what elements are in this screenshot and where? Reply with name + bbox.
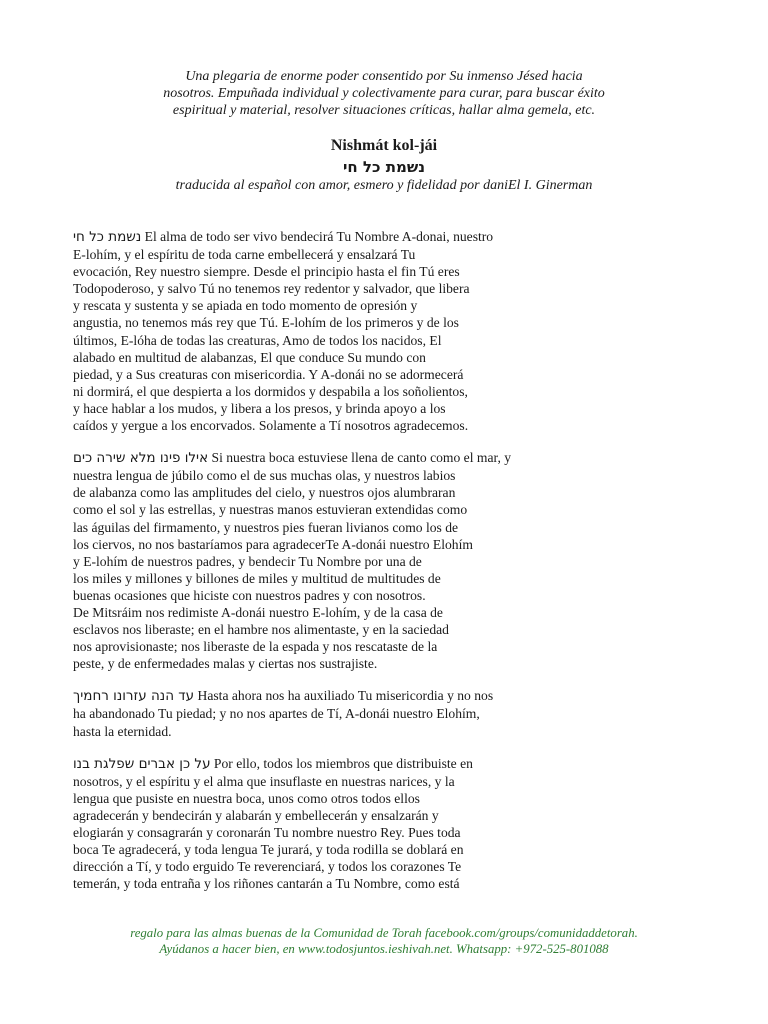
prayer-paragraph [73,687,603,739]
line-text: últimos, E-lóha de todas las creaturas, Amo de todos los nacidos, El [73,332,442,348]
line-text: los miles y millones y billones de miles y multitud de multitudes de [73,570,441,586]
line-text: peste, y de enfermedades malas y ciertas nos sustrajiste. [73,656,378,672]
line-text: esclavos nos liberaste; en el hambre nos alimentaste, y en la saciedad [73,622,449,638]
paragraph-line [73,484,603,501]
prayer-title-hebrew: נשמת כל חי [342,158,425,176]
line-text: El alma de todo ser vivo bendecirá Tu Nombre A-donai, nuestro [141,229,494,244]
line-text: alabado en multitud de alabanzas, El que conduce Su mundo con [73,349,426,365]
paragraph-line [73,417,603,434]
line-text: De Mitsráim nos redimiste A-donái nuestro E-lohím, y de la casa de [73,604,443,620]
line-text: nosotros, y el espíritu y el alma que insuflaste en nuestras narices, y la [73,773,455,789]
paragraph-line [73,553,603,570]
paragraph-line [73,400,603,417]
paragraph-line [73,280,603,297]
paragraph-line [73,246,603,263]
paragraph-line [73,263,603,280]
line-text: piedad, y a Sus creaturas con misericordia. Y A-donái no se adormecerá [73,366,464,382]
paragraph-line [73,841,603,858]
line-text: y E-lohím de nuestros padres, y bendecir Tu Nombre por una de [73,553,422,569]
paragraph-line [73,638,603,655]
line-text: angustia, no tenemos más rey que Tú. E-lohím de los primeros y de los [73,315,459,331]
line-text: ni dormirá, el que despierta a los dormidos y despabila a los soñolientos, [73,383,468,399]
line-text: dirección a Tí, y todo erguido Te reverenciará, y todos los corazones Te [73,859,462,875]
paragraph-line [73,858,603,875]
line-text: como el sol y las estrellas, y nuestras manos estuvieran extendidas como [73,502,468,518]
paragraph-line [73,349,603,366]
line-text: caídos y yergue a los encorvados. Solamente a Tí nosotros agradecemos. [73,418,469,434]
paragraph-line [73,773,603,790]
line-text: nuestra lengua de júbilo como el de sus muchas olas, y nuestros labios [73,468,456,484]
line-text: Si nuestra boca estuviese llena de canto como el mar, y [208,450,512,466]
line-text: lengua que pusiste en nuestra boca, unos como otros todos ellos [73,790,420,806]
paragraph-line [73,755,603,773]
paragraph-line [73,314,603,331]
paragraph-line [73,449,603,467]
hebrew-incipit: אילו פינו מלא שירה כים [73,450,209,467]
line-text: los ciervos, no nos bastaríamos para agradecerTe A-donái nuestro Elohím [73,536,473,552]
prayer-paragraph [73,228,603,434]
line-text: boca Te agradecerá, y toda lengua Te jurará, y toda rodilla se doblará en [73,842,464,858]
paragraph-line [73,228,603,246]
hebrew-incipit: נשמת כל חי [73,229,142,245]
line-text: Por ello, todos los miembros que distribuiste en [210,755,473,771]
prayer-paragraph [73,449,603,672]
paragraph-line [73,604,603,621]
intro-line: espiritual y material, resolver situaciones críticas, hallar alma gemela, etc. [172,103,596,118]
line-text: temerán, y toda entraña y los riñones cantarán a Tu Nombre, como está [73,876,460,892]
paragraph-line [73,790,603,807]
line-text: Todopoderoso, y salvo Tú no tenemos rey redentor y salvador, que libera [73,281,470,297]
hebrew-incipit: עד הנה עזרונו רחמיך [73,688,195,705]
paragraph-line [73,383,603,400]
paragraph-line [73,687,603,705]
paragraph-line [73,587,603,604]
paragraph-line [73,501,603,518]
line-text: buenas ocasiones que hiciste con nuestros padres y con nosotros. [73,587,426,603]
prayer-body [73,228,603,907]
paragraph-line [73,570,603,587]
paragraph-line [73,723,603,740]
prayer-paragraph [73,755,603,893]
line-text: y rescata y sustenta y se apiada en todo momento de opresión y [73,298,418,314]
paragraph-line [73,467,603,484]
line-text: y hace hablar a los mudos, y libera a los presos, y brinda apoyo a los [73,400,446,416]
line-text: ha abandonado Tu piedad; y no nos apartes de Tí, A-donái nuestro Elohím, [73,706,480,722]
footer [60,925,708,957]
line-text: las águilas del firmamento, y nuestros pies fueran livianos como los de [73,519,459,535]
paragraph-line [73,807,603,824]
line-text: evocación, Rey nuestro siempre. Desde el principio hasta el fin Tú eres [73,264,460,280]
line-text: de alabanza como las amplitudes del cielo, y nuestros ojos alumbraran [73,485,456,501]
intro-line: Una plegaria de enorme poder consentido por Su inmenso Jésed hacia [185,69,583,84]
translator-credit: traducida al español con amor, esmero y fidelidad por daniEl I. Ginerman [175,178,593,193]
line-text: Hasta ahora nos ha auxiliado Tu misericordia y no nos [194,688,494,704]
paragraph-line [73,621,603,638]
paragraph-line [73,875,603,892]
line-text: nos aprovisionaste; nos liberaste de la espada y nos rescataste de la [73,639,438,655]
paragraph-line [73,332,603,349]
paragraph-line [73,705,603,722]
prayer-title: Nishmát kol-jái [330,137,438,154]
footer-line: regalo para las almas buenas de la Comunidad de Torah facebook.com/groups/comunidaddetorah. [130,926,638,940]
paragraph-line [73,519,603,536]
line-text: hasta la eternidad. [73,723,172,739]
line-text: elogiarán y consagrarán y coronarán Tu nombre nuestro Rey. Pues toda [73,825,461,840]
line-text: agradecerán y bendecirán y alabarán y embellecerán y ensalzarán y [73,807,439,823]
intro-line: nosotros. Empuñada individual y colectivamente para curar, para buscar éxito [163,86,605,101]
paragraph-line [73,536,603,553]
paragraph-line [73,824,603,841]
paragraph-line [73,366,603,383]
intro-text [100,68,668,119]
paragraph-line [73,297,603,314]
line-text: E-lohím, y el espíritu de toda carne embellecerá y ensalzará Tu [73,247,416,263]
footer-line: Ayúdanos a hacer bien, en www.todosjuntos.ieshivah.net. Whatsapp: +972-525-801088 [159,942,609,956]
hebrew-incipit: על כן אברים שפלגת בנו [73,755,211,772]
paragraph-line [73,655,603,672]
